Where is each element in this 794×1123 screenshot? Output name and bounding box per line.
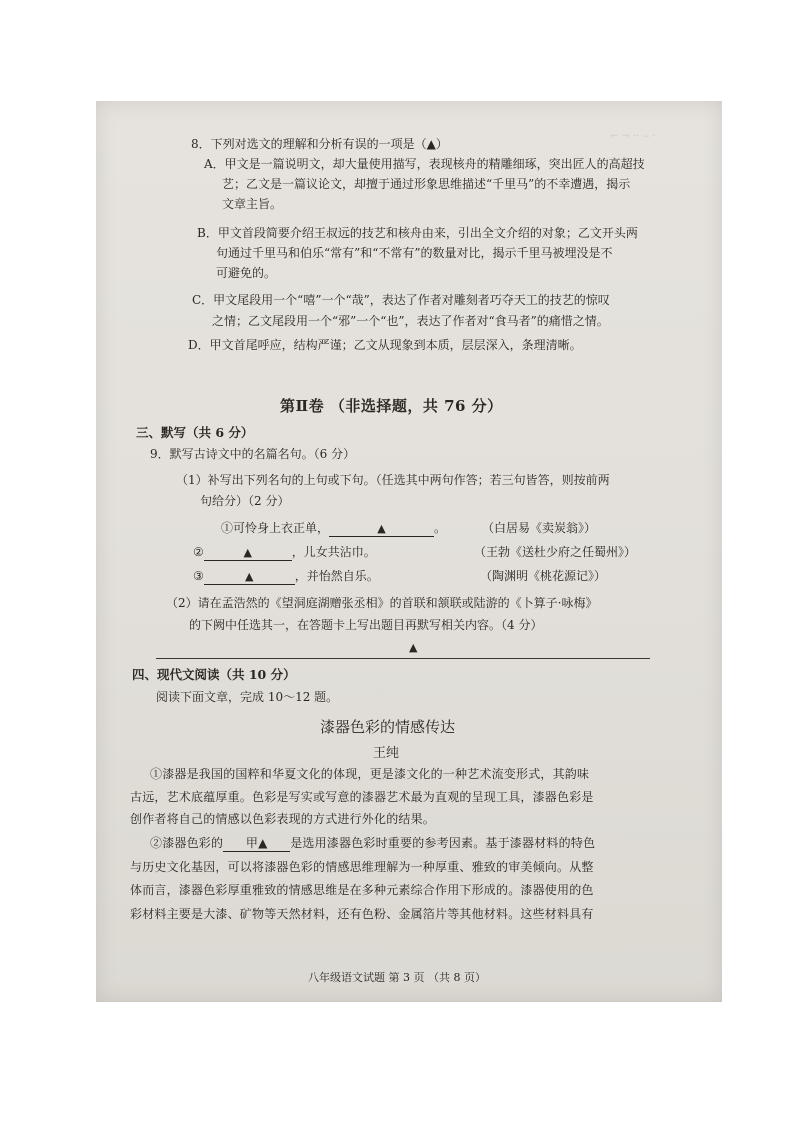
q9-item-2-source: （王勃《送杜少府之任蜀州》） (474, 545, 637, 559)
q9-item-3-number: ③ (193, 569, 204, 583)
section-4-heading: 四、现代文阅读（共 10 分） (132, 667, 296, 682)
paragraph-2-start: ②漆器色彩的 (150, 836, 224, 850)
q8-option-a-line3: 文章主旨。 (222, 197, 283, 211)
q9-item-1-given: ①可怜身上衣正单， (221, 521, 330, 535)
q8-stem: 8．下列对选文的理解和分析有误的一项是（▲） (191, 137, 448, 151)
q9-item-2 (193, 545, 376, 561)
q8-option-a-line1: A．甲文是一篇说明文，却大量使用描写，表现核舟的精雕细琢，突出匠人的高超技 (204, 157, 645, 171)
article-paragraph-2-line1 (150, 836, 595, 852)
q9-part2-line1: （2）请在孟浩然的《望洞庭湖赠张丞相》的首联和颔联或陆游的《卜算子·咏梅》 (166, 596, 598, 610)
answer-blank-jia[interactable] (223, 836, 290, 852)
q9-item-3-given: ，并怡然自乐。 (294, 569, 379, 583)
article-paragraph-2-line2: 与历史文化基因，可以将漆器色彩的情感思维理解为一种厚重、雅致的审美倾向。从整 (130, 860, 594, 874)
q8-option-b-line2: 句通过千里马和伯乐“常有”和“不常有”的数量对比，揭示千里马被埋没是不 (216, 246, 613, 260)
blank-marker: ▲ (243, 546, 252, 559)
answer-blank-1[interactable] (329, 521, 434, 537)
answer-area-marker: ▲ (409, 641, 418, 654)
reading-instruction: 阅读下面文章，完成 10～12 题。 (156, 690, 339, 704)
q9-item-3-source: （陶渊明《桃花源记》） (480, 569, 607, 583)
blank-marker: ▲ (377, 522, 386, 535)
q9-part1-line2: 句给分）（2 分） (200, 494, 290, 508)
q8-option-b-line3: 可避免的。 (216, 266, 277, 280)
q9-stem: 9．默写古诗文中的名篇名句。（6 分） (150, 447, 356, 461)
q8-option-b-line1: B．甲文首段简要介绍王叔远的技艺和核舟由来，引出全文介绍的对象；乙文开头两 (197, 226, 638, 240)
q9-item-2-number: ② (193, 545, 204, 559)
q8-option-c-line1: C．甲文尾段用一个“嘻”一个“哉”，表达了作者对雕刻者巧夺天工的技艺的惊叹 (192, 293, 610, 307)
blank-jia-label: 甲▲ (245, 836, 268, 850)
article-paragraph-2-line3: 体而言，漆器色彩厚重雅致的情感思维是在多种元素综合作用下形成的。漆器使用的色 (130, 883, 594, 897)
article-paragraph-1-line2: 古远，艺术底蕴厚重。色彩是写实或写意的漆器艺术最为直观的呈现工具，漆器色彩是 (130, 790, 594, 804)
article-paragraph-1-line1: ①漆器是我国的国粹和华夏文化的体现，更是漆文化的一种艺术流变形式，其韵味 (150, 767, 590, 781)
exam-page (96, 101, 722, 1002)
part-two-title: 第Ⅱ卷 （非选择题，共 76 分） (280, 397, 503, 415)
answer-blank-3[interactable] (204, 569, 295, 585)
blank-marker: ▲ (245, 570, 254, 583)
q8-option-c-line2: 之情；乙文尾段用一个“邪”一个“也”，表达了作者对“食马者”的痛惜之情。 (212, 314, 609, 328)
q9-part2-line2: 的下阙中任选其一，在答题卡上写出题目再默写相关内容。（4 分） (189, 618, 543, 632)
q9-item-2-given: ，儿女共沾巾。 (291, 545, 376, 559)
q9-item-3 (193, 569, 379, 585)
article-title: 漆器色彩的情感传达 (320, 718, 456, 736)
q8-option-a-line2: 艺；乙文是一篇议论文，却擅于通过形象思维描述“千里马”的不幸遭遇，揭示 (222, 177, 631, 191)
answer-blank-2[interactable] (204, 545, 292, 561)
q9-part1-line1: （1）补写出下列名句的上句或下句。（任选其中两句作答；若三句皆答，则按前两 (176, 473, 610, 487)
bleed-through-marks: ⌐ ¬ ·· ‐‐ · (610, 131, 656, 142)
q9-item-1-end: 。 (434, 521, 447, 535)
q8-option-d: D．甲文首尾呼应，结构严谨；乙文从现象到本质，层层深入，条理清晰。 (188, 338, 582, 352)
answer-line[interactable] (156, 658, 650, 659)
paragraph-2-rest: 是选用漆器色彩时重要的参考因素。基于漆器材料的特色 (290, 836, 596, 850)
q9-item-1-source: （白居易《卖炭翁》） (482, 521, 597, 535)
article-author: 王纯 (373, 746, 400, 761)
q9-item-1 (221, 521, 446, 537)
article-paragraph-1-line3: 创作者将自己的情感以色彩表现的方式进行外化的结果。 (130, 812, 436, 826)
article-paragraph-2-line4: 彩材料主要是大漆、矿物等天然材料，还有色粉、金属箔片等其他材料。这些材料具有 (130, 907, 594, 921)
section-3-heading: 三、默写（共 6 分） (136, 425, 254, 440)
page-footer: 八年级语文试题 第 3 页 （共 8 页） (308, 971, 486, 984)
